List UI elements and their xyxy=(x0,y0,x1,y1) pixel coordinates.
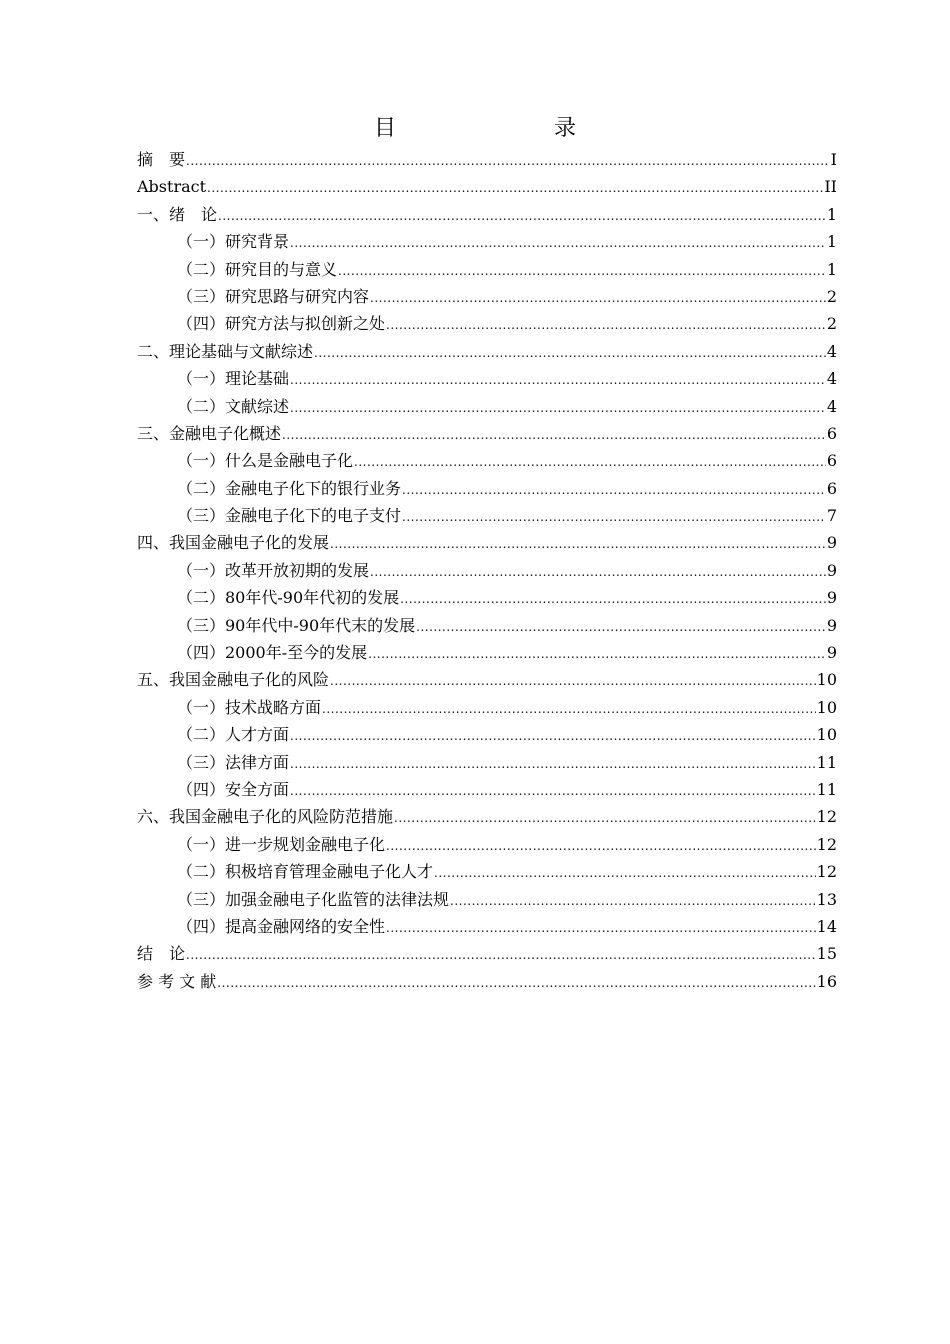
toc-entry-title: （四）研究方法与拟创新之处 xyxy=(177,314,386,334)
toc-entry[interactable] xyxy=(137,612,837,639)
toc-page-number: 4 xyxy=(826,369,837,389)
toc-page-number: 2 xyxy=(826,314,837,334)
toc-entry-title: （三）90年代中-90年代末的发展 xyxy=(177,615,416,635)
toc-title: 目 录 xyxy=(373,116,614,141)
toc-entry-title: （三）金融电子化下的电子支付 xyxy=(177,506,402,526)
toc-entry-title: （三）加强金融电子化监管的法律法规 xyxy=(177,889,450,909)
toc-entry[interactable] xyxy=(137,776,837,803)
toc-entry-title: （三）法律方面 xyxy=(177,752,290,772)
toc-entry-title: 参 考 文 献 xyxy=(137,971,217,991)
toc-dot-leader xyxy=(402,504,826,529)
toc-entry-title: （三）研究思路与研究内容 xyxy=(177,286,370,306)
toc-page-number: 16 xyxy=(816,971,837,991)
toc-entry-title: 摘 要 xyxy=(137,150,186,169)
toc-dot-leader xyxy=(402,477,826,502)
toc-entry[interactable] xyxy=(137,694,837,721)
toc-entry-title: （二）金融电子化下的银行业务 xyxy=(177,478,402,498)
toc-page-number: 2 xyxy=(826,286,837,306)
toc-entry[interactable] xyxy=(137,913,837,940)
toc-dot-leader xyxy=(186,942,816,967)
toc-dot-leader xyxy=(368,641,826,666)
toc-dot-leader xyxy=(330,668,816,693)
toc-entry[interactable] xyxy=(137,557,837,584)
toc-entry[interactable] xyxy=(137,283,837,310)
toc-dot-leader xyxy=(290,778,816,803)
toc-entry-title: （二）文献综述 xyxy=(177,396,290,416)
toc-entry[interactable] xyxy=(137,420,837,447)
toc-entry[interactable] xyxy=(137,858,837,885)
toc-dot-leader xyxy=(400,586,826,611)
toc-entry[interactable] xyxy=(137,228,837,255)
toc-page-number: 13 xyxy=(816,889,837,909)
toc-page-number: 4 xyxy=(826,341,837,361)
toc-entry-title: （二）80年代-90年代初的发展 xyxy=(177,588,400,608)
toc-dot-leader xyxy=(290,230,826,255)
toc-entry-title: （四）安全方面 xyxy=(177,779,290,799)
toc-dot-leader xyxy=(386,915,816,940)
toc-entry[interactable] xyxy=(137,447,837,474)
toc-dot-leader xyxy=(434,860,816,885)
toc-dot-leader xyxy=(314,340,826,365)
toc-entry-title: （一）改革开放初期的发展 xyxy=(177,560,370,580)
toc-dot-leader xyxy=(354,449,826,474)
toc-entry[interactable] xyxy=(137,338,837,365)
toc-page-number: 14 xyxy=(816,916,837,936)
toc-entry-title: 一、绪 论 xyxy=(137,204,218,224)
toc-dot-leader xyxy=(394,805,816,830)
toc-page-number: 11 xyxy=(816,752,837,772)
toc-entry-title: 四、我国金融电子化的发展 xyxy=(137,533,330,553)
toc-page-number: 9 xyxy=(826,560,837,580)
toc-entry-title: （一）什么是金融电子化 xyxy=(177,451,354,471)
toc-dot-leader xyxy=(290,395,826,420)
toc-dot-leader xyxy=(207,175,823,200)
toc-page-number: 4 xyxy=(826,396,837,416)
toc-page-number: 1 xyxy=(826,232,837,252)
toc-page-number: 6 xyxy=(826,423,837,443)
toc-page-number: 6 xyxy=(826,478,837,498)
toc-entry[interactable] xyxy=(137,256,837,283)
toc-page-number: 10 xyxy=(816,725,837,745)
toc-dot-leader xyxy=(282,422,826,447)
toc-dot-leader xyxy=(450,888,816,913)
toc-entry[interactable] xyxy=(137,803,837,830)
toc-page-number: 10 xyxy=(816,697,837,717)
toc-dot-leader xyxy=(370,559,826,584)
toc-entry-title: （四）2000年-至今的发展 xyxy=(177,643,368,663)
toc-entry[interactable] xyxy=(137,831,837,858)
toc-page-number: 1 xyxy=(826,204,837,224)
toc-page-number: 11 xyxy=(816,779,837,799)
toc-page-number: 7 xyxy=(826,506,837,526)
toc-entry[interactable] xyxy=(137,393,837,420)
toc-entry[interactable] xyxy=(137,502,837,529)
toc-page-number: 15 xyxy=(816,944,837,964)
toc-entry-title: （四）提高金融网络的安全性 xyxy=(177,916,386,936)
toc-entry[interactable] xyxy=(137,475,837,502)
toc-entry-title: （一）技术战略方面 xyxy=(177,697,322,717)
toc-dot-leader xyxy=(218,203,826,228)
toc-dot-leader xyxy=(290,367,826,392)
toc-entry-title: 五、我国金融电子化的风险 xyxy=(137,670,330,690)
toc-entry-title: 二、理论基础与文献综述 xyxy=(137,341,314,361)
toc-entry[interactable] xyxy=(137,639,837,666)
toc-entry[interactable] xyxy=(137,584,837,611)
toc-entry-title: （一）进一步规划金融电子化 xyxy=(177,834,386,854)
toc-entry[interactable] xyxy=(137,666,837,693)
toc-page-number: 12 xyxy=(816,807,837,827)
toc-entry-title: 三、金融电子化概述 xyxy=(137,423,282,443)
toc-entry[interactable] xyxy=(137,146,837,173)
toc-dot-leader xyxy=(416,614,826,639)
toc-dot-leader xyxy=(217,970,815,995)
toc-dot-leader xyxy=(370,285,826,310)
toc-page-number: 9 xyxy=(826,588,837,608)
toc-entry-title: （一）理论基础 xyxy=(177,369,290,389)
toc-entry-title: （一）研究背景 xyxy=(177,232,290,252)
toc-page-number: 1 xyxy=(826,259,837,279)
toc-page-number: 10 xyxy=(816,670,837,690)
toc-page-number: I xyxy=(830,150,837,169)
toc-entry[interactable] xyxy=(137,886,837,913)
toc-entry-title: （二）人才方面 xyxy=(177,725,290,745)
toc-dot-leader xyxy=(386,312,826,337)
toc-entry[interactable] xyxy=(137,721,837,748)
toc-page-number: 12 xyxy=(816,862,837,882)
toc-entry[interactable] xyxy=(137,310,837,337)
toc-dot-leader xyxy=(186,148,830,173)
toc-entry[interactable] xyxy=(137,173,837,200)
toc-dot-leader xyxy=(290,751,816,776)
toc-page-number: 9 xyxy=(826,615,837,635)
toc-dot-leader xyxy=(330,531,826,556)
toc-entry[interactable] xyxy=(137,529,837,556)
toc-page-number: 6 xyxy=(826,451,837,471)
toc-entry-title: （二）研究目的与意义 xyxy=(177,259,338,279)
toc-dot-leader xyxy=(290,723,816,748)
toc-dot-leader xyxy=(338,258,826,283)
toc-entry[interactable] xyxy=(137,365,837,392)
toc-page-number: 9 xyxy=(826,533,837,553)
toc-entry-title: 六、我国金融电子化的风险防范措施 xyxy=(137,807,394,827)
toc-entry-title: （二）积极培育管理金融电子化人才 xyxy=(177,862,434,882)
toc-entry-title: Abstract xyxy=(137,177,207,197)
toc-page-number: 9 xyxy=(826,643,837,663)
toc-entry-title: 结 论 xyxy=(137,944,186,964)
toc-page-number: II xyxy=(824,177,837,197)
toc-entry[interactable] xyxy=(137,968,837,995)
toc-dot-leader xyxy=(322,696,816,721)
toc-page-number: 12 xyxy=(816,834,837,854)
toc-entry[interactable] xyxy=(137,201,837,228)
toc-dot-leader xyxy=(386,833,816,858)
toc-entry[interactable] xyxy=(137,940,837,967)
toc-entry[interactable] xyxy=(137,749,837,776)
table-of-contents xyxy=(137,146,837,995)
